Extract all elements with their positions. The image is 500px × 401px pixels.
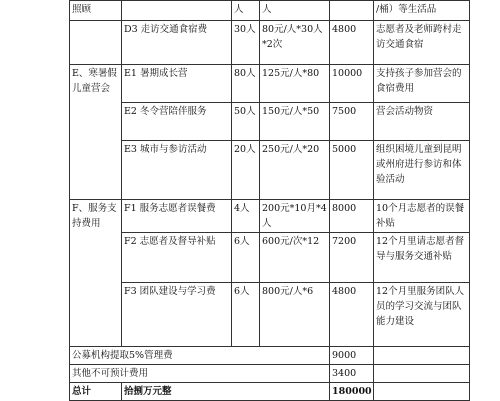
amount-cell: 9000 — [330, 347, 374, 365]
amount-cell — [330, 1, 374, 21]
category-cell: E、寒暑假儿童营会 — [70, 65, 122, 200]
amount-cell: 3400 — [330, 365, 374, 383]
item-cell: D3 走访交通食宿费 — [122, 21, 232, 65]
budget-table — [69, 0, 470, 401]
standard-cell: 200元*10月*4人 — [260, 200, 330, 233]
summary-label: 其他不可预计费用 — [70, 365, 330, 383]
quantity-cell: 人 — [232, 1, 260, 21]
quantity-cell: 20人 — [232, 141, 260, 200]
item-cell: F3 团队建设与学习费 — [122, 283, 232, 347]
note-cell: 10个月志愿者的误餐补贴 — [374, 200, 470, 233]
note-cell: 营会活动物资 — [374, 103, 470, 141]
item-cell: E1 暑期成长营 — [122, 65, 232, 103]
table-row — [70, 383, 470, 401]
amount-cell: 7500 — [330, 103, 374, 141]
category-cell: 照顾 — [70, 1, 122, 21]
amount-cell: 8000 — [330, 200, 374, 233]
quantity-cell: 30人 — [232, 21, 260, 65]
table-row — [70, 103, 470, 141]
standard-cell: 250元/人*20 — [260, 141, 330, 200]
standard-cell: 125元/人*80 — [260, 65, 330, 103]
note-cell — [374, 365, 470, 383]
table-row — [70, 347, 470, 365]
total-label: 总计 — [70, 383, 122, 401]
item-cell: F2 志愿者及督导补贴 — [122, 233, 232, 283]
quantity-cell: 6人 — [232, 283, 260, 347]
amount-cell: 5000 — [330, 141, 374, 200]
note-cell: /桶）等生活品 — [374, 1, 470, 21]
total-amount: 180000 — [330, 383, 374, 401]
summary-label: 公募机构提取5%管理费 — [70, 347, 330, 365]
note-cell: 12个月里服务团队人员的学习交流与团队能力建设 — [374, 283, 470, 347]
amount-cell: 4800 — [330, 21, 374, 65]
table-row — [70, 1, 470, 21]
item-cell: F1 服务志愿者误餐费 — [122, 200, 232, 233]
item-cell: E3 城市与参访活动 — [122, 141, 232, 200]
quantity-cell: 4人 — [232, 200, 260, 233]
note-cell — [374, 383, 470, 401]
table-row — [70, 365, 470, 383]
standard-cell: 800元/人*6 — [260, 283, 330, 347]
note-cell: 志愿者及老师跨村走访交通食宿 — [374, 21, 470, 65]
note-cell — [374, 347, 470, 365]
table-row — [70, 65, 470, 103]
note-cell: 组织困境儿童到昆明或州府进行参访和体验活动 — [374, 141, 470, 200]
item-cell — [122, 1, 232, 21]
table-row — [70, 141, 470, 200]
note-cell: 12个月里请志愿者督导与服务交通补贴 — [374, 233, 470, 283]
category-cell — [70, 21, 122, 65]
table-row — [70, 21, 470, 65]
quantity-cell: 6人 — [232, 233, 260, 283]
amount-cell: 7200 — [330, 233, 374, 283]
table-row — [70, 283, 470, 347]
amount-cell: 10000 — [330, 65, 374, 103]
quantity-cell: 80人 — [232, 65, 260, 103]
total-text: 拾捌万元整 — [122, 383, 330, 401]
table-row — [70, 200, 470, 233]
standard-cell: 600元/次*12 — [260, 233, 330, 283]
quantity-cell: 50人 — [232, 103, 260, 141]
note-cell: 支持孩子参加营会的食宿费用 — [374, 65, 470, 103]
standard-cell: 150元/人*50 — [260, 103, 330, 141]
standard-cell: 80元/人*30人*2次 — [260, 21, 330, 65]
table-row — [70, 233, 470, 283]
standard-cell: 人 — [260, 1, 330, 21]
amount-cell: 4800 — [330, 283, 374, 347]
category-cell: F、服务支持费用 — [70, 200, 122, 347]
item-cell: E2 冬令营陪伴服务 — [122, 103, 232, 141]
